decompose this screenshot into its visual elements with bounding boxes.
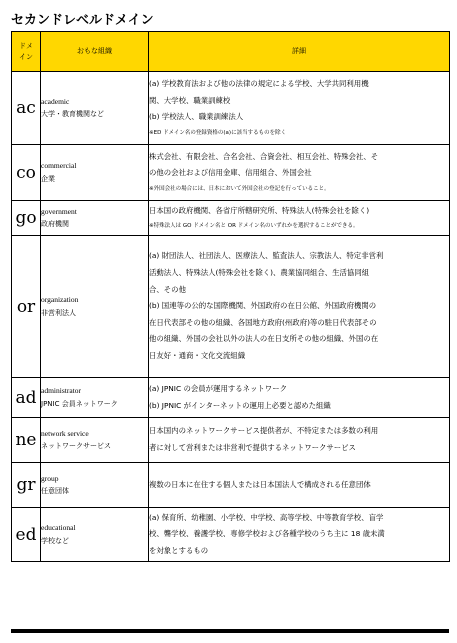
detail-line: 在日代表部その他の組織、各国地方政府(州政府)等の駐日代表部その	[149, 317, 377, 327]
detail-line: (a) 学校教育法および他の法律の規定による学校、大学共同利用機	[149, 78, 369, 88]
org-cell	[41, 463, 149, 508]
table-row	[12, 418, 450, 463]
domain-code: gr	[12, 463, 41, 508]
domain-code: co	[12, 145, 41, 201]
org-japanese: 非営利法人	[41, 308, 76, 317]
org-english: academic	[41, 96, 70, 106]
org-english: educational	[41, 523, 76, 533]
header-domain-line2: イン	[19, 52, 33, 61]
table-row	[12, 72, 450, 145]
org-english: administrator	[41, 386, 81, 396]
detail-cell	[149, 508, 450, 562]
detail-note: ※ED ドメイン名の登録資格の(a)に該当するものを除く	[149, 129, 287, 136]
header-detail: 詳細	[149, 32, 450, 72]
org-japanese: 任意団体	[41, 487, 69, 496]
org-japanese: ネットワークサービス	[41, 442, 111, 451]
detail-line: (a) 財団法人、社団法人、医療法人、監査法人、宗教法人、特定非営利	[149, 251, 384, 261]
detail-line: 者に対して営利または非営利で提供するネットワークサービス	[149, 443, 356, 452]
detail-note: ※特殊法人は GO ドメイン名と OR ドメイン名のいずれかを選択することができる。	[149, 223, 359, 230]
org-cell	[41, 418, 149, 463]
org-english: commercial	[41, 161, 77, 171]
org-cell	[41, 72, 149, 145]
domain-code: ed	[12, 508, 41, 562]
detail-line: (b) 国連等の公的な国際機関、外国政府の在日公館、外国政府機関の	[149, 301, 377, 311]
org-english: government	[41, 206, 77, 216]
table-row	[12, 508, 450, 562]
detail-cell	[149, 236, 450, 378]
detail-line: 他の組織、外国の会社以外の法人の在日支所その他の組織、外国の在	[149, 334, 379, 344]
second-level-domain-table	[11, 31, 450, 562]
detail-line: 日友好・通商・文化交流組織	[149, 351, 246, 361]
detail-note: ※外国会社の場合には、日本において外国会社の登記を行っていること。	[149, 186, 330, 192]
org-japanese: 政府機関	[41, 220, 69, 229]
detail-line: 日本国内のネットワークサービス提供者が、不特定または多数の利用	[149, 426, 379, 436]
detail-line: (a) 保育所、幼稚園、小学校、中学校、高等学校、中等教育学校、盲学	[149, 512, 384, 522]
bottom-rule	[11, 629, 449, 633]
org-cell	[41, 201, 149, 236]
org-english: network service	[41, 428, 89, 438]
detail-line: 関、大学校、職業訓練校	[149, 95, 231, 105]
detail-cell	[149, 418, 450, 463]
org-cell	[41, 236, 149, 378]
detail-line: (a) JPNIC の会員が運用するネットワーク	[149, 383, 287, 393]
table-body	[12, 72, 450, 562]
header-domain	[12, 32, 41, 72]
detail-cell	[149, 378, 450, 418]
detail-line: 活動法人、特殊法人(特殊会社を除く)、農業協同組合、生活協同組	[149, 267, 370, 277]
detail-line: 校、聾学校、養護学校、専修学校および各種学校のうち主に 18 歳未満	[149, 529, 385, 539]
table-row	[12, 145, 450, 201]
header-org: おもな組織	[41, 32, 149, 72]
domain-code: ad	[12, 378, 41, 418]
detail-line: (b) JPNIC がインターネットの運用上必要と認めた組織	[149, 400, 331, 410]
detail-cell	[149, 463, 450, 508]
org-cell	[41, 145, 149, 201]
org-cell	[41, 508, 149, 562]
detail-line: の他の会社および信用金庫、信用組合、外国会社	[149, 168, 312, 178]
detail-line: 合、その他	[149, 284, 186, 294]
detail-line: を対象とするもの	[149, 545, 209, 555]
page-title: セカンドレベルドメイン	[11, 13, 154, 28]
table-row	[12, 236, 450, 378]
org-japanese: 学校など	[41, 536, 69, 545]
org-japanese: 企業	[41, 174, 55, 183]
domain-code: ac	[12, 72, 41, 145]
org-english: organization	[41, 295, 79, 305]
detail-line: 複数の日本に在住する個人または日本国法人で構成される任意団体	[149, 479, 371, 489]
domain-code: ne	[12, 418, 41, 463]
org-japanese: 大学・教育機関など	[41, 110, 104, 119]
header-domain-line1: ドメ	[19, 41, 33, 50]
table-row	[12, 378, 450, 418]
org-japanese: JPNIC 会員ネットワーク	[41, 399, 118, 408]
detail-line: 日本国の政府機関、各省庁所轄研究所、特殊法人(特殊会社を除く)	[149, 205, 370, 215]
detail-cell	[149, 201, 450, 236]
domain-code: go	[12, 201, 41, 236]
org-english: group	[41, 473, 59, 483]
org-cell	[41, 378, 149, 418]
domain-code: or	[12, 236, 41, 378]
detail-cell	[149, 145, 450, 201]
table-header-row	[12, 32, 450, 72]
detail-line: 株式会社、有限会社、合名会社、合資会社、相互会社、特殊会社、そ	[149, 151, 379, 161]
table-row	[12, 201, 450, 236]
table-row	[12, 463, 450, 508]
detail-line: (b) 学校法人、職業訓練法人	[149, 112, 244, 122]
detail-cell	[149, 72, 450, 145]
